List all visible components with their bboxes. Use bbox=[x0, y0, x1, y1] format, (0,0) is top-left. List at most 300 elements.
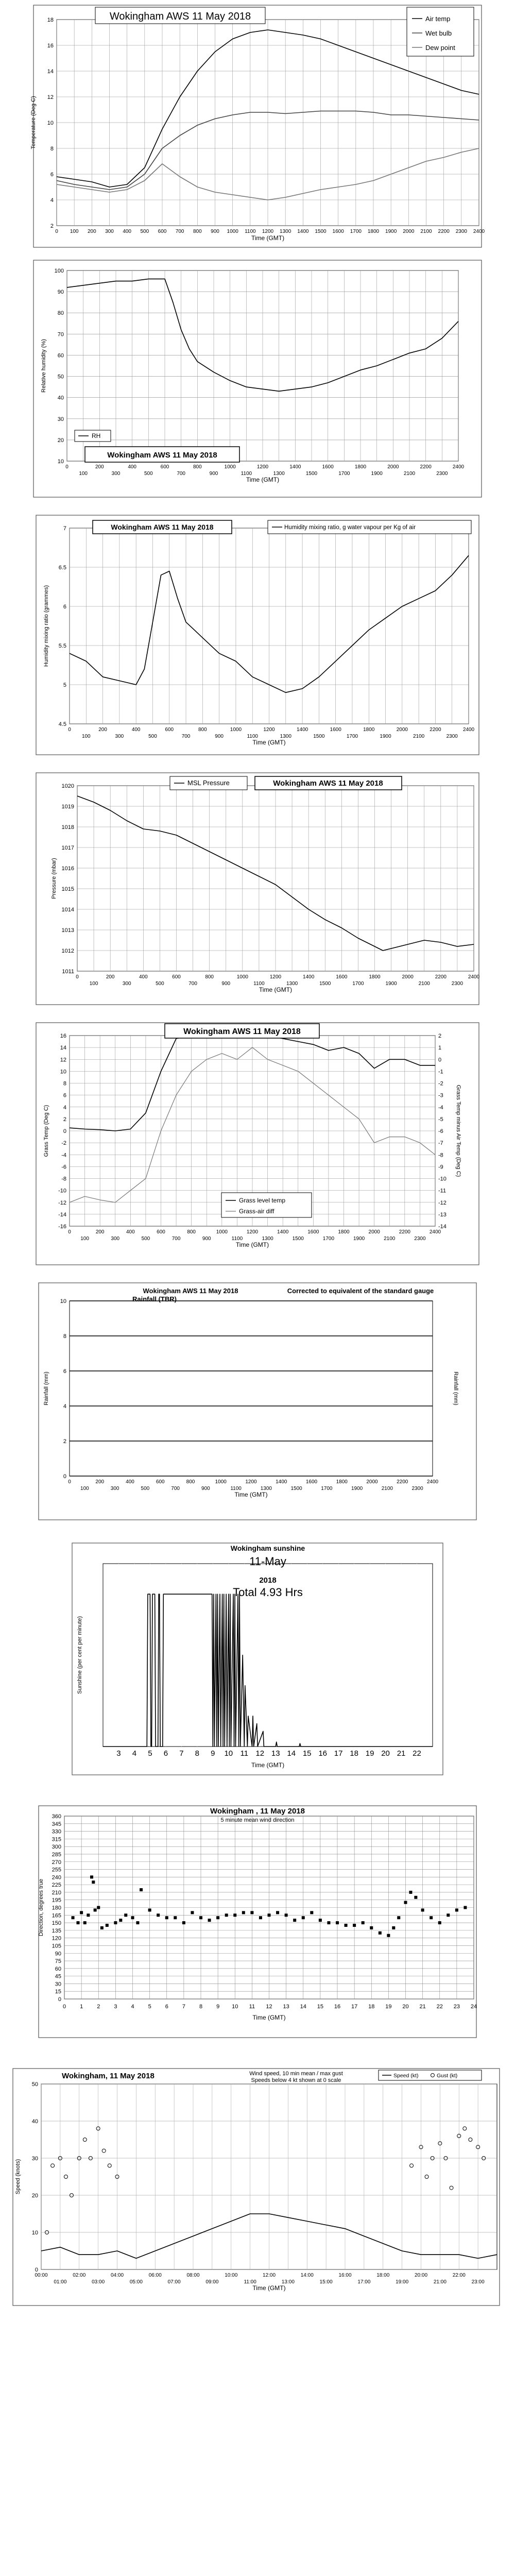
x-tick-label: 4 bbox=[131, 2004, 134, 2010]
direction-point bbox=[199, 1916, 202, 1919]
x-tick-label: 18 bbox=[368, 2004, 375, 2010]
direction-point bbox=[397, 1916, 400, 1919]
y-tick-label: 70 bbox=[57, 331, 64, 338]
x-tick-label: 2100 bbox=[384, 1236, 396, 1242]
x-tick-label: 100 bbox=[80, 1236, 89, 1242]
x-tick-label: 300 bbox=[115, 734, 124, 739]
x-tick-label: 1100 bbox=[245, 229, 256, 234]
x-tick-label: 600 bbox=[157, 1229, 165, 1235]
x-tick-label: 21:00 bbox=[433, 2279, 447, 2285]
direction-point bbox=[92, 1880, 95, 1884]
y-tick-label: 10 bbox=[60, 1298, 66, 1304]
y-tick-label: 14 bbox=[47, 69, 54, 75]
y-tick-label: 1013 bbox=[61, 927, 74, 934]
legend-label: Air temp bbox=[425, 15, 451, 23]
x-tick-label: 2000 bbox=[387, 464, 399, 470]
y-tick-label: 255 bbox=[52, 1867, 61, 1873]
x-tick-label: 900 bbox=[211, 229, 219, 234]
x-tick-label: 1500 bbox=[290, 1486, 302, 1492]
x-tick-label: 16 bbox=[318, 1749, 328, 1758]
direction-point bbox=[404, 1901, 407, 1904]
y-tick-label: 315 bbox=[52, 1836, 61, 1843]
y-tick-label: 7 bbox=[63, 526, 66, 532]
x-tick-label: 12:00 bbox=[262, 2273, 276, 2278]
legend-label: Humidity mixing ratio, g water vapour per Kg of air bbox=[284, 524, 416, 531]
y-tick-label: 0 bbox=[63, 1473, 66, 1480]
x-tick-label: 800 bbox=[198, 727, 207, 733]
y-tick-label: 6.5 bbox=[58, 565, 66, 571]
x-tick-label: 1500 bbox=[315, 229, 327, 234]
x-tick-label: 1900 bbox=[385, 229, 397, 234]
x-tick-label: 1400 bbox=[277, 1229, 289, 1235]
x-tick-label: 1300 bbox=[262, 1236, 273, 1242]
x-tick-label: 200 bbox=[95, 464, 104, 470]
x-tick-label: 1700 bbox=[346, 734, 358, 739]
x-tick-label: 19:00 bbox=[396, 2279, 409, 2285]
x-tick-label: 12 bbox=[255, 1749, 265, 1758]
x-tick-label: 300 bbox=[111, 471, 121, 477]
y-tick-label: 16 bbox=[47, 43, 54, 49]
x-tick-label: 1 bbox=[80, 2004, 83, 2010]
x-tick-label: 13:00 bbox=[281, 2279, 295, 2285]
x-tick-label: 2300 bbox=[414, 1236, 426, 1242]
direction-point bbox=[216, 1916, 219, 1919]
x-tick-label: 600 bbox=[156, 1479, 165, 1485]
x-tick-label: 19 bbox=[365, 1749, 374, 1758]
x-tick-label: 3 bbox=[114, 2004, 117, 2010]
x-tick-label: 500 bbox=[141, 1236, 150, 1242]
y2-tick-label: -8 bbox=[438, 1152, 443, 1159]
x-tick-label: 1400 bbox=[297, 229, 309, 234]
direction-point bbox=[233, 1913, 236, 1917]
direction-point bbox=[268, 1913, 271, 1917]
x-tick-label: 1100 bbox=[253, 981, 265, 987]
x-tick-label: 11:00 bbox=[244, 2279, 256, 2285]
direction-point bbox=[438, 1921, 441, 1924]
x-tick-label: 1600 bbox=[305, 1479, 318, 1485]
x-tick-label: 6 bbox=[165, 2004, 168, 2010]
direction-point bbox=[182, 1921, 185, 1924]
direction-point bbox=[387, 1934, 390, 1937]
y-tick-label: 1015 bbox=[61, 886, 74, 892]
chart-subtitle: 5 minute mean wind direction bbox=[220, 1817, 295, 1823]
y-tick-label: 180 bbox=[52, 1905, 61, 1911]
direction-point bbox=[293, 1919, 296, 1922]
x-tick-label: 1700 bbox=[321, 1486, 333, 1492]
x-tick-label: 1900 bbox=[380, 734, 391, 739]
x-tick-label: 20 bbox=[402, 2004, 409, 2010]
direction-point bbox=[336, 1921, 339, 1924]
x-axis-label: Time (GMT) bbox=[251, 234, 285, 242]
legend-label: Grass level temp bbox=[239, 1197, 286, 1204]
y2-tick-label: -2 bbox=[438, 1080, 443, 1087]
x-tick-label: 1200 bbox=[269, 974, 282, 980]
y2-tick-label: -6 bbox=[438, 1128, 443, 1134]
direction-point bbox=[259, 1916, 262, 1919]
legend-label: Dew point bbox=[425, 44, 455, 52]
x-tick-label: 100 bbox=[80, 1486, 89, 1492]
x-tick-label: 19 bbox=[385, 2004, 392, 2010]
x-tick-label: 800 bbox=[205, 974, 214, 980]
x-tick-label: 2400 bbox=[468, 974, 480, 980]
x-tick-label: 500 bbox=[148, 734, 157, 739]
legend-label: Grass-air diff bbox=[239, 1208, 274, 1215]
direction-point bbox=[409, 1891, 412, 1894]
y-tick-label: 105 bbox=[52, 1943, 61, 1950]
mixing-ratio-chart bbox=[0, 510, 515, 760]
direction-point bbox=[310, 1911, 313, 1914]
chart-note: Corrected to equivalent of the standard gauge bbox=[287, 1287, 434, 1295]
y-tick-label: 10 bbox=[57, 459, 64, 465]
y-tick-label: 6 bbox=[63, 1368, 66, 1375]
x-axis-label: Time (GMT) bbox=[234, 1491, 268, 1498]
x-tick-label: 21 bbox=[397, 1749, 406, 1758]
y2-tick-label: -3 bbox=[438, 1092, 443, 1099]
y-tick-label: 30 bbox=[57, 416, 64, 422]
direction-point bbox=[362, 1921, 365, 1924]
x-tick-label: 700 bbox=[175, 229, 184, 234]
y-tick-label: -12 bbox=[58, 1199, 66, 1206]
chart-title: Wokingham sunshine bbox=[230, 1544, 305, 1552]
x-tick-label: 0 bbox=[68, 1479, 71, 1485]
x-tick-label: 2 bbox=[97, 2004, 100, 2010]
x-tick-label: 18:00 bbox=[376, 2273, 390, 2278]
year-text: 2018 bbox=[259, 1576, 277, 1585]
x-tick-label: 800 bbox=[193, 464, 202, 470]
x-tick-label: 800 bbox=[186, 1479, 195, 1485]
x-tick-label: 10:00 bbox=[225, 2273, 238, 2278]
direction-point bbox=[80, 1911, 83, 1914]
x-tick-label: 13 bbox=[283, 2004, 289, 2010]
x-tick-label: 600 bbox=[165, 727, 174, 733]
direction-point bbox=[421, 1908, 424, 1911]
x-tick-label: 4 bbox=[132, 1749, 137, 1758]
direction-point bbox=[414, 1896, 417, 1899]
x-tick-label: 15 bbox=[302, 1749, 312, 1758]
x-tick-label: 1300 bbox=[286, 981, 298, 987]
y-tick-label: 210 bbox=[52, 1889, 61, 1896]
direction-point bbox=[131, 1916, 134, 1919]
y-tick-label: 5.5 bbox=[58, 643, 66, 649]
direction-point bbox=[174, 1916, 177, 1919]
direction-point bbox=[208, 1919, 211, 1922]
x-tick-label: 400 bbox=[128, 464, 137, 470]
y-tick-label: 1012 bbox=[61, 948, 74, 954]
rainfall-chart bbox=[0, 1278, 515, 1525]
y-tick-label: 10 bbox=[31, 2230, 38, 2236]
direction-point bbox=[165, 1916, 168, 1919]
y-tick-label: 2 bbox=[63, 1116, 66, 1123]
x-axis-label: Time (GMT) bbox=[235, 1241, 269, 1248]
x-tick-label: 2100 bbox=[420, 229, 432, 234]
x-tick-label: 15:00 bbox=[319, 2279, 333, 2285]
x-tick-label: 1900 bbox=[371, 471, 383, 477]
x-tick-label: 13 bbox=[271, 1749, 280, 1758]
x-tick-label: 1100 bbox=[231, 1236, 243, 1242]
y-tick-label: 1019 bbox=[61, 804, 74, 810]
x-tick-label: 1700 bbox=[322, 1236, 335, 1242]
y-axis-label: Direction, degrees true bbox=[38, 1878, 44, 1937]
y-tick-label: 270 bbox=[52, 1859, 61, 1866]
x-tick-label: 1100 bbox=[241, 471, 252, 477]
x-tick-label: 900 bbox=[215, 734, 224, 739]
y-tick-label: -14 bbox=[58, 1211, 66, 1218]
x-tick-label: 10 bbox=[232, 2004, 238, 2010]
x-tick-label: 0 bbox=[68, 1229, 71, 1235]
y-tick-label: 90 bbox=[55, 1951, 61, 1957]
x-tick-label: 200 bbox=[98, 727, 107, 733]
x-tick-label: 500 bbox=[156, 981, 164, 987]
y-tick-label: 30 bbox=[55, 1981, 61, 1988]
legend-label: Gust (kt) bbox=[437, 2073, 458, 2079]
y-axis-label: Rainfall (mm) bbox=[43, 1371, 49, 1405]
title-block bbox=[170, 776, 402, 790]
x-tick-label: 300 bbox=[105, 229, 114, 234]
direction-point bbox=[379, 1931, 382, 1935]
x-tick-label: 700 bbox=[171, 1486, 180, 1492]
y-axis-label: Pressure (mbar) bbox=[51, 858, 57, 899]
x-tick-label: 1200 bbox=[245, 1479, 257, 1485]
y-tick-label: 8 bbox=[50, 146, 54, 152]
direction-point bbox=[370, 1926, 373, 1929]
direction-point bbox=[302, 1916, 305, 1919]
x-tick-label: 16:00 bbox=[338, 2273, 352, 2278]
y2-tick-label: -14 bbox=[438, 1224, 447, 1230]
x-tick-label: 01:00 bbox=[54, 2279, 67, 2285]
y-tick-label: 6 bbox=[63, 604, 66, 610]
x-tick-label: 1600 bbox=[322, 464, 334, 470]
legend-label: Wet bulb bbox=[425, 29, 452, 37]
direction-point bbox=[345, 1924, 348, 1927]
direction-point bbox=[242, 1911, 245, 1914]
direction-point bbox=[106, 1924, 109, 1927]
x-tick-label: 1500 bbox=[292, 1236, 304, 1242]
x-tick-label: 1100 bbox=[230, 1486, 242, 1492]
x-tick-label: 03:00 bbox=[92, 2279, 105, 2285]
y-tick-label: 4.5 bbox=[58, 721, 66, 727]
y2-axis-label: Grass Temp minus Air Temp (Deg C) bbox=[455, 1084, 461, 1177]
x-axis-label: Time (GMT) bbox=[252, 2014, 286, 2021]
direction-point bbox=[392, 1926, 395, 1929]
x-tick-label: 2200 bbox=[420, 464, 432, 470]
direction-point bbox=[353, 1924, 356, 1927]
y2-tick-label: -4 bbox=[438, 1104, 443, 1111]
y-tick-label: 2 bbox=[63, 1438, 66, 1445]
x-tick-label: 100 bbox=[70, 229, 79, 234]
x-tick-label: 1900 bbox=[351, 1486, 363, 1492]
x-tick-label: 2300 bbox=[455, 229, 467, 234]
y-tick-label: -4 bbox=[61, 1152, 66, 1159]
y-tick-label: 40 bbox=[31, 2119, 38, 2125]
x-tick-label: 1200 bbox=[262, 229, 274, 234]
x-tick-label: 1800 bbox=[367, 229, 380, 234]
y2-tick-label: -12 bbox=[438, 1199, 447, 1206]
y-tick-label: 1018 bbox=[61, 824, 74, 831]
y-tick-label: 6 bbox=[50, 172, 54, 178]
x-tick-label: 1600 bbox=[336, 974, 348, 980]
x-tick-label: 700 bbox=[177, 471, 186, 477]
x-tick-label: 24 bbox=[470, 2004, 477, 2010]
y-axis-label: Relative humidity (%) bbox=[41, 339, 47, 393]
x-tick-label: 1100 bbox=[247, 734, 258, 739]
y-tick-label: 80 bbox=[57, 310, 64, 317]
y-tick-label: 165 bbox=[52, 1912, 61, 1919]
y-tick-label: 120 bbox=[52, 1935, 61, 1942]
x-tick-label: 900 bbox=[221, 981, 231, 987]
x-tick-label: 23:00 bbox=[471, 2279, 485, 2285]
y-tick-label: -16 bbox=[58, 1224, 66, 1230]
y-tick-label: 20 bbox=[31, 2193, 38, 2199]
x-tick-label: 1200 bbox=[246, 1229, 259, 1235]
x-tick-label: 2400 bbox=[473, 229, 485, 234]
x-tick-label: 1700 bbox=[352, 981, 364, 987]
x-tick-label: 1400 bbox=[276, 1479, 287, 1485]
x-tick-label: 1400 bbox=[303, 974, 315, 980]
chart-title: Wokingham , 11 May 2018 bbox=[210, 1807, 305, 1816]
direction-point bbox=[114, 1921, 117, 1924]
y-tick-label: 60 bbox=[57, 352, 64, 359]
x-tick-label: 0 bbox=[55, 229, 58, 234]
y-axis-label: Sunshine (per cent per minute) bbox=[77, 1616, 83, 1694]
x-tick-label: 600 bbox=[172, 974, 181, 980]
x-tick-label: 2100 bbox=[403, 471, 416, 477]
legend-label: Speed (kt) bbox=[393, 2073, 419, 2079]
x-tick-label: 2400 bbox=[426, 1479, 439, 1485]
x-tick-label: 900 bbox=[209, 471, 218, 477]
x-tick-label: 1800 bbox=[363, 727, 375, 733]
x-tick-label: 16 bbox=[334, 2004, 341, 2010]
chart-title: Wokingham AWS 11 May 2018 bbox=[111, 523, 214, 531]
x-axis-label: Time (GMT) bbox=[252, 739, 286, 746]
y2-tick-label: 1 bbox=[438, 1045, 442, 1052]
total-text: Total 4.93 Hrs bbox=[233, 1586, 303, 1599]
x-tick-label: 800 bbox=[193, 229, 202, 234]
chart-subtitle: Speeds below 4 kt shown at 0 scale bbox=[251, 2077, 341, 2083]
y-tick-label: 8 bbox=[63, 1080, 66, 1087]
x-tick-label: 200 bbox=[95, 1479, 105, 1485]
x-tick-label: 17 bbox=[351, 2004, 358, 2010]
x-tick-label: 700 bbox=[181, 734, 191, 739]
y2-tick-label: -10 bbox=[438, 1176, 447, 1182]
x-tick-label: 12 bbox=[266, 2004, 272, 2010]
direction-point bbox=[285, 1913, 288, 1917]
y-tick-label: 10 bbox=[60, 1069, 66, 1075]
x-tick-label: 300 bbox=[110, 1486, 119, 1492]
chart-title: Wokingham AWS 11 May 2018 bbox=[183, 1027, 301, 1036]
x-tick-label: 1600 bbox=[307, 1229, 319, 1235]
x-tick-label: 200 bbox=[95, 1229, 105, 1235]
y-tick-label: 50 bbox=[31, 2081, 38, 2088]
x-tick-label: 300 bbox=[122, 981, 131, 987]
y2-tick-label: -1 bbox=[438, 1069, 443, 1075]
x-tick-label: 7 bbox=[182, 2004, 185, 2010]
x-tick-label: 22:00 bbox=[452, 2273, 466, 2278]
x-tick-label: 100 bbox=[89, 981, 98, 987]
x-tick-label: 05:00 bbox=[129, 2279, 143, 2285]
direction-point bbox=[327, 1921, 330, 1924]
y-tick-label: 30 bbox=[31, 2156, 38, 2162]
x-tick-label: 15 bbox=[317, 2004, 323, 2010]
chart-title: Wokingham AWS 11 May 2018 bbox=[143, 1287, 238, 1295]
x-tick-label: 1000 bbox=[227, 229, 238, 234]
y-tick-label: 50 bbox=[57, 374, 64, 380]
x-tick-label: 1300 bbox=[260, 1486, 272, 1492]
x-tick-label: 14:00 bbox=[300, 2273, 314, 2278]
x-tick-label: 500 bbox=[144, 471, 153, 477]
x-tick-label: 8 bbox=[195, 1749, 200, 1758]
y-tick-label: 360 bbox=[52, 1814, 61, 1820]
y-tick-label: 195 bbox=[52, 1897, 61, 1904]
direction-point bbox=[136, 1921, 139, 1924]
x-tick-label: 1000 bbox=[224, 464, 236, 470]
y-axis-label: Grass Temp (Deg C) bbox=[43, 1105, 49, 1157]
y-tick-label: 4 bbox=[63, 1104, 66, 1111]
y2-tick-label: -9 bbox=[438, 1164, 443, 1171]
x-tick-label: 1500 bbox=[319, 981, 331, 987]
x-tick-label: 2400 bbox=[452, 464, 465, 470]
x-tick-label: 600 bbox=[160, 464, 169, 470]
direction-point bbox=[276, 1911, 279, 1914]
y-tick-label: 14 bbox=[60, 1045, 66, 1052]
direction-point bbox=[97, 1906, 100, 1909]
y-tick-label: 45 bbox=[55, 1973, 61, 1980]
y2-tick-label: -5 bbox=[438, 1116, 443, 1123]
x-tick-label: 800 bbox=[187, 1229, 196, 1235]
y-tick-label: 150 bbox=[52, 1920, 61, 1927]
x-tick-label: 400 bbox=[126, 1479, 134, 1485]
date-text: 11-May bbox=[249, 1555, 286, 1568]
y-tick-label: -8 bbox=[61, 1176, 66, 1182]
direction-point bbox=[124, 1913, 127, 1917]
direction-point bbox=[191, 1911, 194, 1914]
x-tick-label: 20 bbox=[381, 1749, 390, 1758]
x-tick-label: 200 bbox=[106, 974, 115, 980]
direction-point bbox=[83, 1921, 87, 1924]
direction-point bbox=[464, 1906, 467, 1909]
wind-direction-chart bbox=[0, 1798, 515, 2045]
x-tick-label: 1800 bbox=[369, 974, 381, 980]
x-tick-label: 2200 bbox=[438, 229, 450, 234]
y-tick-label: 0 bbox=[58, 1996, 61, 2003]
x-tick-label: 5 bbox=[148, 1749, 152, 1758]
direction-point bbox=[119, 1919, 122, 1922]
y-tick-label: 6 bbox=[63, 1092, 66, 1099]
x-tick-label: 400 bbox=[126, 1229, 135, 1235]
y-tick-label: 330 bbox=[52, 1828, 61, 1835]
x-axis-label: Time (GMT) bbox=[252, 2284, 286, 2292]
y-tick-label: 345 bbox=[52, 1821, 61, 1827]
x-tick-label: 1300 bbox=[273, 471, 285, 477]
x-tick-label: 17 bbox=[334, 1749, 343, 1758]
x-tick-label: 1200 bbox=[263, 727, 275, 733]
x-tick-label: 0 bbox=[68, 727, 71, 733]
x-tick-label: 17:00 bbox=[357, 2279, 371, 2285]
direction-point bbox=[250, 1911, 253, 1914]
grass-temp-chart bbox=[0, 1018, 515, 1270]
y-tick-label: 40 bbox=[57, 395, 64, 401]
y-tick-label: 135 bbox=[52, 1927, 61, 1934]
direction-point bbox=[140, 1888, 143, 1891]
y-tick-label: 225 bbox=[52, 1882, 61, 1889]
x-tick-label: 1800 bbox=[338, 1229, 350, 1235]
x-tick-label: 1400 bbox=[296, 727, 308, 733]
y-tick-label: 90 bbox=[57, 289, 64, 296]
y2-tick-label: 0 bbox=[438, 1057, 442, 1063]
y-tick-label: 100 bbox=[54, 268, 64, 274]
direction-point bbox=[94, 1908, 97, 1911]
y-tick-label: 12 bbox=[60, 1057, 66, 1063]
x-tick-label: 500 bbox=[141, 1486, 150, 1492]
